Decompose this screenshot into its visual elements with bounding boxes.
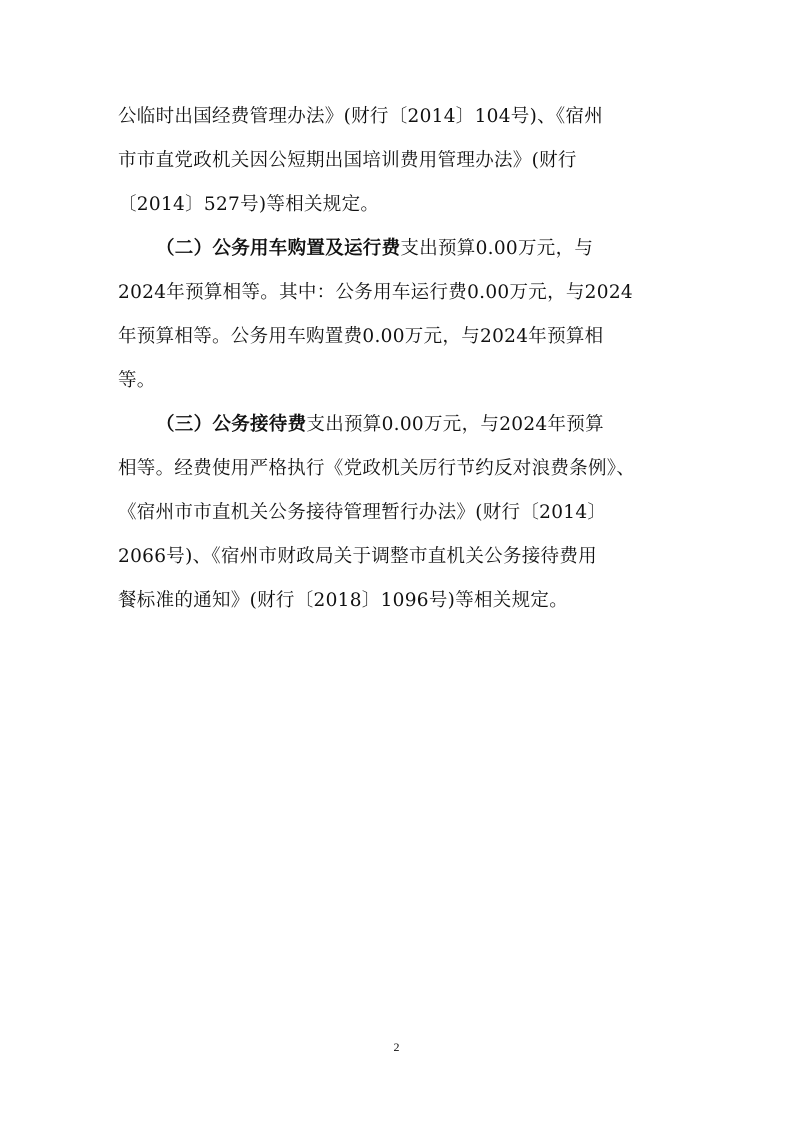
body-line: 年预算相等。公务用车购置费0.00万元，与2024年预算相 [118, 326, 604, 347]
section-3-text: 支出预算0.00万元，与2024年预算 [306, 414, 604, 435]
body-line: 餐标准的通知》(财行〔2018〕1096号)等相关规定。 [118, 590, 568, 611]
body-line: 公临时出国经费管理办法》(财行〔2014〕104号)、《宿州 [118, 106, 604, 127]
document-body [118, 95, 674, 623]
body-line: 〔2014〕527号)等相关规定。 [118, 194, 380, 215]
body-line: 市市直党政机关因公短期出国培训费用管理办法》(财行 [118, 150, 577, 171]
section-2-heading: （二）公务用车购置及运行费 [156, 238, 401, 259]
body-line: 2024年预算相等。其中：公务用车运行费0.00万元，与2024 [118, 282, 633, 303]
body-line: 相等。经费使用严格执行《党政机关厉行节约反对浪费条例》、 [118, 458, 636, 479]
section-3-heading: （三）公务接待费 [156, 414, 307, 435]
section-3-first-line [118, 403, 674, 447]
section-2-first-line [118, 227, 674, 271]
body-line: 2066号)、《宿州市财政局关于调整市直机关公务接待费用 [118, 546, 597, 567]
section-2-text: 支出预算0.00万元，与 [400, 238, 594, 259]
page-number: 2 [393, 1040, 400, 1054]
body-line: 《宿州市市直机关公务接待管理暂行办法》(财行〔2014〕 [118, 502, 607, 523]
body-line: 等。 [118, 370, 156, 391]
